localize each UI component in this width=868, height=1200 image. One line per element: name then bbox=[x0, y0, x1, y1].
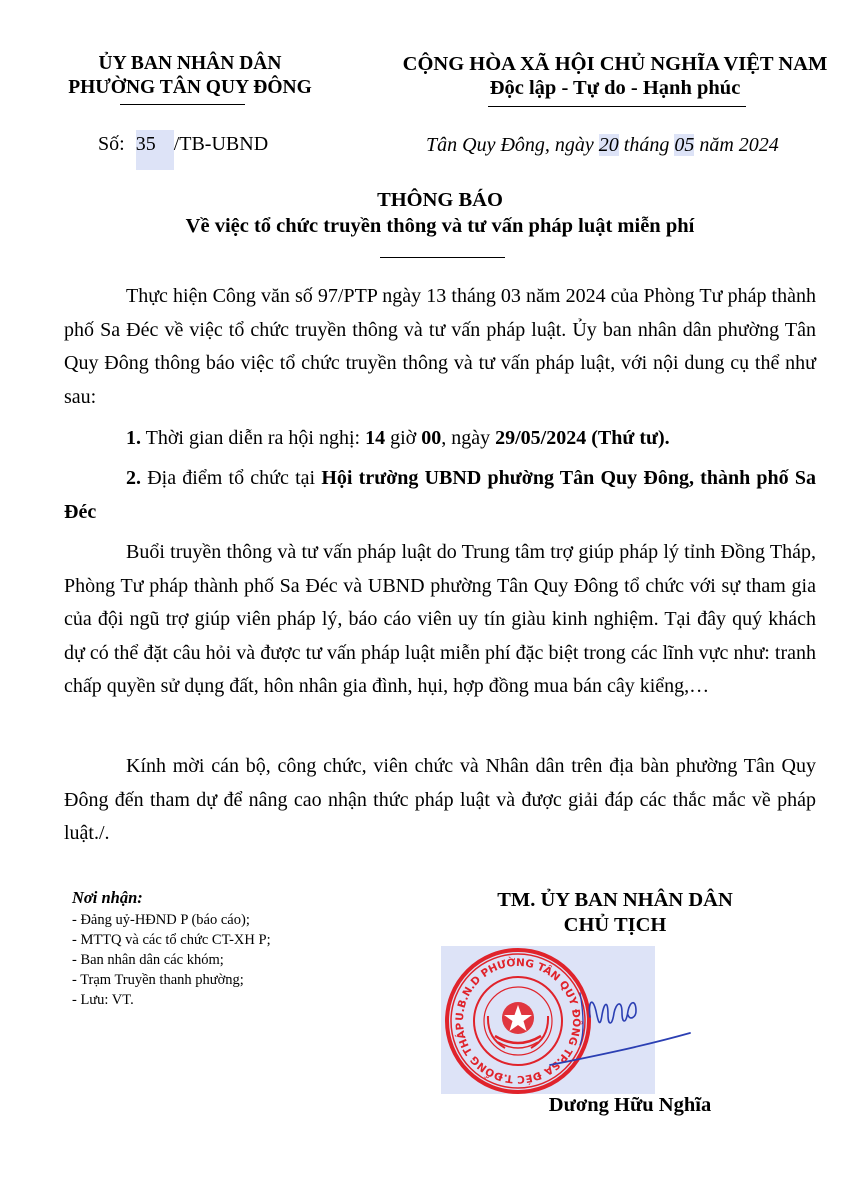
item-time-sep: , ngày bbox=[441, 427, 496, 449]
number-suffix: /TB-UBND bbox=[173, 133, 269, 155]
date-day: 20 bbox=[598, 134, 619, 156]
national-motto: Độc lập - Tự do - Hạnh phúc bbox=[489, 77, 741, 99]
recipient-item: - Ban nhân dân các khóm; bbox=[72, 952, 224, 968]
handwritten-signature bbox=[540, 985, 700, 1075]
date-month-label: tháng bbox=[623, 134, 670, 156]
national-motto-block bbox=[370, 52, 860, 100]
paragraph-invitation: Kính mời cán bộ, công chức, viên chức và Nhân dân trên địa bàn phường Tân Quy Đông đến tham dự để nâng cao nhận thức pháp luật và được giải đáp các thắc mắc về pháp luật./. bbox=[64, 755, 816, 844]
issuer-underline bbox=[120, 104, 245, 105]
signer-title-line1: TM. ỦY BAN NHÂN DÂN bbox=[497, 889, 733, 911]
recipients bbox=[72, 886, 271, 1010]
item-place-value: Hội trường UBND phường Tân Quy Đông, thành phố Sa Đéc bbox=[64, 467, 816, 523]
item-time-minute: 00 bbox=[421, 427, 442, 449]
recipient-item: - Trạm Truyền thanh phường; bbox=[72, 972, 244, 988]
date-year: năm 2024 bbox=[699, 134, 779, 156]
item-time-date: 29/05/2024 (Thứ tư). bbox=[495, 427, 670, 449]
number-value: 35 bbox=[136, 130, 174, 170]
signer-title bbox=[470, 888, 760, 938]
paragraph-details: Buổi truyền thông và tư vấn pháp luật do Trung tâm trợ giúp pháp lý tỉnh Đồng Tháp, Phòng Tư pháp thành phố Sa Đéc và UBND phường Tân Quy Đông tổ chức với sự tham gia của đội ngũ trợ giúp viên pháp lý, báo cáo viên uy tín giàu kinh nghiệm. Tại đây quý khách dự có thể đặt câu hỏi và được tư vấn pháp luật miễn phí đặc biệt trong các lĩnh vực như: tranh chấp quyền sử dụng đất, hôn nhân gia đình, hụi, hợp đồng mua bán cây kiểng,… bbox=[64, 541, 816, 697]
issuer-line1: ỦY BAN NHÂN DÂN bbox=[98, 53, 282, 74]
recipient-item: - MTTQ và các tổ chức CT-XH P; bbox=[72, 932, 271, 948]
recipient-item: - Lưu: VT. bbox=[72, 992, 134, 1008]
recipient-item: - Đảng uỷ-HĐND P (báo cáo); bbox=[72, 912, 250, 928]
item-time-label: Thời gian diễn ra hội nghị: bbox=[141, 427, 366, 449]
paragraph-intro: Thực hiện Công văn số 97/PTP ngày 13 tháng 03 năm 2024 của Phòng Tư pháp thành phố Sa Đéc về việc tổ chức truyền thông và tư vấn pháp luật. Ủy ban nhân dân phường Tân Quy Đông thông báo việc tổ chức truyền thông và tư vấn pháp luật, với nội dung cụ thể như sau: bbox=[64, 285, 816, 408]
issuer-line2: PHƯỜNG TÂN QUY ĐÔNG bbox=[68, 77, 312, 98]
document-number bbox=[98, 130, 268, 170]
item-time-hour: 14 bbox=[365, 427, 386, 449]
issuer-block bbox=[40, 52, 340, 100]
seal-ring-text: U.B.N.D PHƯỜNG TÂN QUY ĐÔNG TP.SA ĐÉC T.ĐỒNG THÁP bbox=[453, 956, 583, 1086]
document-title: THÔNG BÁO bbox=[377, 189, 503, 211]
item-place bbox=[64, 462, 816, 529]
place-date-prefix: Tân Quy Đông, ngày bbox=[426, 134, 594, 156]
date-month: 05 bbox=[674, 134, 695, 156]
item-time bbox=[64, 422, 816, 456]
item-place-label: Địa điểm tổ chức tại bbox=[141, 467, 322, 489]
item-time-number: 1. bbox=[126, 427, 141, 449]
motto-underline bbox=[488, 106, 746, 107]
national-title: CỘNG HÒA XÃ HỘI CHỦ NGHĨA VIỆT NAM bbox=[402, 53, 828, 75]
item-time-mid: giờ bbox=[385, 427, 422, 449]
signer-title-line2: CHỦ TỊCH bbox=[563, 914, 667, 936]
recipients-title: Nơi nhận: bbox=[72, 888, 143, 907]
title-underline bbox=[380, 257, 505, 258]
item-place-number: 2. bbox=[126, 467, 141, 489]
document-subtitle: Về việc tổ chức truyền thông và tư vấn pháp luật miễn phí bbox=[185, 215, 695, 237]
place-date bbox=[426, 131, 779, 159]
number-label: Số: bbox=[98, 133, 125, 155]
signer-name: Dương Hữu Nghĩa bbox=[548, 1094, 712, 1116]
